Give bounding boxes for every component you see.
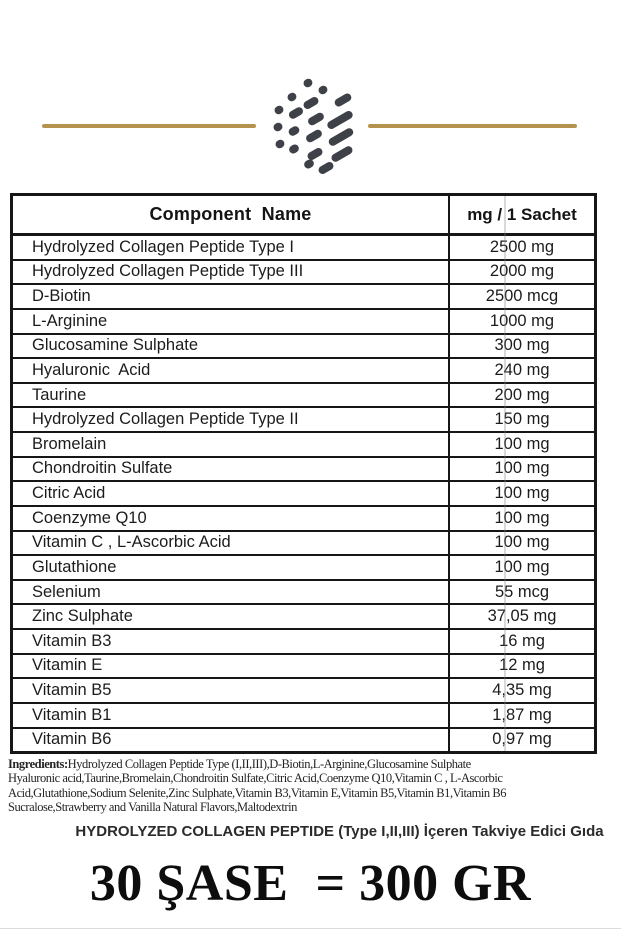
- ingredients-paragraph: [8, 757, 618, 815]
- amount-cell: 300 mg: [494, 336, 550, 355]
- component-name-cell: Taurine: [13, 384, 450, 407]
- table-row: [13, 384, 594, 409]
- component-name-cell: Hydrolyzed Collagen Peptide Type III: [13, 261, 450, 284]
- amount-cell: 100 mg: [494, 459, 550, 478]
- ingredients-text: Hydrolyzed Collagen Peptide Type (I,II,III),D-Biotin,L-Arginine,Glucosamine Sulphate: [67, 757, 471, 771]
- table-row: [13, 482, 594, 507]
- components-table: [10, 193, 597, 754]
- amount-cell: 200 mg: [494, 385, 550, 404]
- amount-cell: 150 mg: [494, 410, 550, 429]
- table-row: [13, 704, 594, 729]
- amount-cell: 2000 mg: [489, 262, 555, 281]
- bottom-edge-line: [0, 928, 621, 929]
- table-row: [13, 729, 594, 752]
- component-name-cell: Vitamin B3: [13, 630, 450, 653]
- component-name-cell: D-Biotin: [13, 285, 450, 308]
- table-row: [13, 655, 594, 680]
- amount-cell: 100 mg: [494, 508, 550, 527]
- hex-dots-logo-icon: [255, 76, 361, 176]
- gold-divider-line-left: [42, 124, 256, 128]
- component-name-cell: L-Arginine: [13, 310, 450, 333]
- component-name-cell: Vitamin E: [13, 655, 450, 678]
- table-body: [13, 236, 594, 751]
- amount-cell: 16 mg: [499, 631, 545, 650]
- table-row: [13, 261, 594, 286]
- component-name-cell: Vitamin B5: [13, 679, 450, 702]
- ingredients-line: Sucralose,Strawberry and Vanilla Natural Flavors,Maltodextrin: [8, 800, 297, 815]
- table-row: [13, 408, 594, 433]
- component-name-cell: Bromelain: [13, 433, 450, 456]
- amount-cell: 1000 mg: [489, 311, 555, 330]
- table-row: [13, 335, 594, 360]
- table-row: [13, 507, 594, 532]
- table-row: [13, 605, 594, 630]
- table-row: [13, 679, 594, 704]
- table-row: [13, 433, 594, 458]
- amount-cell: 100 mg: [494, 434, 550, 453]
- gold-divider-line-right: [368, 124, 577, 128]
- header-component-name: Component Name: [13, 196, 450, 233]
- amount-cell: 2500 mcg: [485, 287, 559, 306]
- table-row: [13, 359, 594, 384]
- table-row: [13, 556, 594, 581]
- amount-cell: 100 mg: [494, 484, 550, 503]
- amount-cell: 37,05 mg: [487, 607, 557, 626]
- component-name-cell: Coenzyme Q10: [13, 507, 450, 530]
- ingredients-line: Hyaluronic acid,Taurine,Bromelain,Chondroitin Sulfate,Citric Acid,Coenzyme Q10,Vitamin C , L-Ascorbic: [8, 771, 503, 786]
- component-name-cell: Citric Acid: [13, 482, 450, 505]
- component-name-cell: Glutathione: [13, 556, 450, 579]
- ingredients-label: Ingredients:: [8, 757, 68, 771]
- ingredients-line: Acid,Glutathione,Sodium Selenite,Zinc Sulphate,Vitamin B3,Vitamin E,Vitamin B5,Vitamin B1,Vitamin B6: [8, 785, 507, 800]
- amount-cell: 4,35 mg: [492, 681, 552, 700]
- amount-cell: 55 mcg: [494, 582, 550, 601]
- table-header-row: [13, 196, 594, 236]
- table-row: [13, 458, 594, 483]
- amount-cell: 1,87 mg: [492, 705, 552, 724]
- table-row: [13, 236, 594, 261]
- product-description-line: HYDROLYZED COLLAGEN PEPTIDE (Type I,II,III) İçeren Takviye Edici Gıda: [75, 823, 604, 840]
- amount-cell: 100 mg: [494, 533, 550, 552]
- amount-cell: 2500 mg: [489, 237, 555, 256]
- table-row: [13, 285, 594, 310]
- component-name-cell: Vitamin B6: [13, 729, 450, 752]
- amount-cell: 0,97 mg: [492, 730, 552, 749]
- component-name-cell: Chondroitin Sulfate: [13, 458, 450, 481]
- table-row: [13, 630, 594, 655]
- component-name-cell: Glucosamine Sulphate: [13, 335, 450, 358]
- ingredients-line: [8, 757, 618, 771]
- component-name-cell: Selenium: [13, 581, 450, 604]
- hex-dots-logo-shapes: [272, 77, 355, 175]
- amount-cell: 240 mg: [494, 360, 550, 379]
- component-name-cell: Hydrolyzed Collagen Peptide Type II: [13, 408, 450, 431]
- component-name-cell: Hydrolyzed Collagen Peptide Type I: [13, 236, 450, 259]
- table-row: [13, 310, 594, 335]
- component-name-cell: Hyaluronic Acid: [13, 359, 450, 382]
- table-row: [13, 581, 594, 606]
- header-amount-per-sachet: mg / 1 Sachet: [467, 204, 577, 224]
- component-name-cell: Vitamin C , L-Ascorbic Acid: [13, 532, 450, 555]
- amount-cell: 12 mg: [499, 656, 545, 675]
- component-name-cell: Zinc Sulphate: [13, 605, 450, 628]
- quantity-statement: 30 ŞASE = 300 GR: [89, 855, 532, 912]
- table-row: [13, 532, 594, 557]
- amount-cell: 100 mg: [494, 557, 550, 576]
- component-name-cell: Vitamin B1: [13, 704, 450, 727]
